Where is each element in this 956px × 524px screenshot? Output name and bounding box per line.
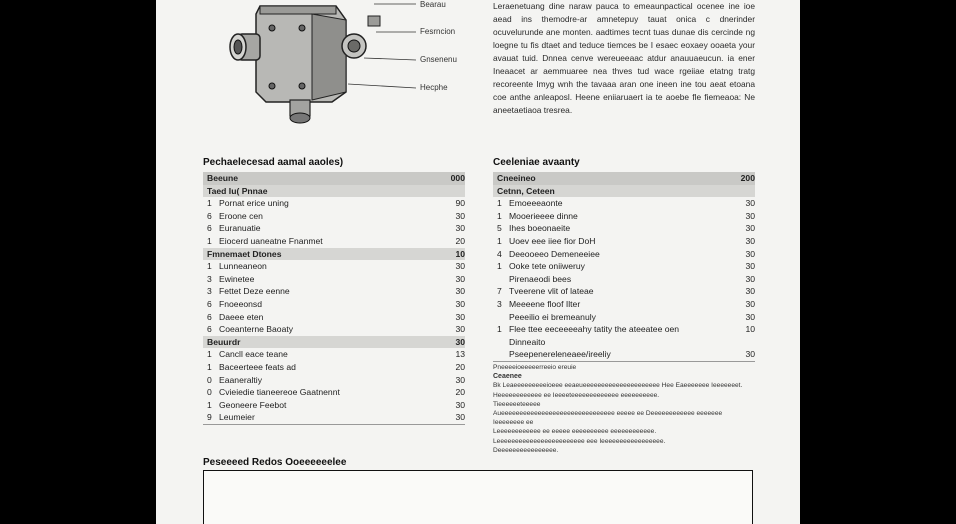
item-number: 1 bbox=[497, 261, 502, 272]
item-number: 1 bbox=[207, 361, 212, 372]
table-header-row bbox=[493, 172, 755, 185]
note-line: Bk Leaeeeeeeeeeioeee eeaeueeeeeeeeeeeeeeeeeeeee Hee Eaeeeeeee Ieeeeeeet. bbox=[493, 382, 743, 390]
item-quantity: 30 bbox=[745, 349, 755, 360]
pump-assembly-drawing bbox=[224, 0, 424, 128]
table-row bbox=[493, 248, 755, 261]
note-line: Leeeeeeeeeeee ee eeeee eeeeeeeeee eeeeeeeeeeee. bbox=[493, 428, 657, 436]
item-description: Dinneaito bbox=[509, 336, 546, 347]
document-page bbox=[156, 0, 800, 524]
item-description: Pirenaeodi bees bbox=[509, 273, 572, 284]
table-row bbox=[203, 273, 465, 286]
item-description: Ewinetee bbox=[219, 273, 255, 284]
subheader-label: Taed Iu( Pnnae bbox=[207, 185, 268, 196]
table-header-row bbox=[203, 172, 465, 185]
item-quantity: 10 bbox=[745, 324, 755, 335]
item-quantity: 30 bbox=[745, 198, 755, 209]
item-description: Baceerteee feats ad bbox=[219, 361, 296, 372]
item-number: 7 bbox=[497, 286, 502, 297]
right-parts-table bbox=[493, 172, 755, 362]
item-description: Uoev eee iiee fior DoH bbox=[509, 235, 596, 246]
item-quantity: 30 bbox=[745, 261, 755, 272]
item-quantity: 20 bbox=[455, 387, 465, 398]
item-number: 0 bbox=[207, 387, 212, 398]
table-row bbox=[203, 210, 465, 223]
table-row bbox=[493, 298, 755, 311]
table-row bbox=[203, 285, 465, 298]
table-row bbox=[203, 323, 465, 336]
item-description: Daeee eten bbox=[219, 311, 264, 322]
item-quantity: 30 bbox=[745, 273, 755, 284]
item-description: Lunneaneon bbox=[219, 261, 267, 272]
table-row bbox=[203, 361, 465, 374]
item-description: Flee ttee eeceeeeahy tatity the ateeatee oen bbox=[509, 324, 680, 335]
group-qty: 30 bbox=[455, 336, 465, 347]
notes-lead: Pneeeeioeeeeerreeio ereuie bbox=[493, 364, 577, 371]
notes-title: Ceaenee bbox=[493, 373, 522, 381]
table-subheader-row bbox=[493, 185, 755, 198]
right-section-title: Ceeleniae avaanty bbox=[493, 157, 580, 168]
item-description: Pornat erice uning bbox=[219, 198, 289, 209]
item-quantity: 30 bbox=[745, 298, 755, 309]
table-row bbox=[203, 298, 465, 311]
note-line: Tieeeeeeteeeee bbox=[493, 400, 541, 408]
item-number: 1 bbox=[497, 235, 502, 246]
item-description: Eroone cen bbox=[219, 210, 263, 221]
notes-block bbox=[493, 363, 755, 455]
group-header-row bbox=[203, 248, 465, 261]
table-row bbox=[493, 273, 755, 286]
item-number: 1 bbox=[497, 198, 502, 209]
table-row bbox=[493, 197, 755, 210]
item-quantity: 30 bbox=[455, 412, 465, 423]
note-line: Leeeeeeeeeeeeeeeeeeeeeeee eee Ieeeeeeeeeeeeeeeee. bbox=[493, 437, 666, 445]
table-row bbox=[493, 323, 755, 336]
table-row bbox=[493, 336, 755, 349]
table-row bbox=[493, 285, 755, 298]
component-illustration bbox=[224, 0, 457, 128]
item-quantity: 20 bbox=[455, 235, 465, 246]
item-description: Pseepenereleneaee/ireeliy bbox=[509, 349, 611, 360]
item-quantity: 30 bbox=[455, 374, 465, 385]
item-number: 1 bbox=[207, 235, 212, 246]
item-quantity: 30 bbox=[455, 223, 465, 234]
item-number: 3 bbox=[497, 298, 502, 309]
item-quantity: 30 bbox=[455, 399, 465, 410]
header-label: Beeune bbox=[207, 173, 239, 183]
item-description: Cvieiedie tianeereoe Gaatnennt bbox=[219, 387, 340, 398]
group-header-row bbox=[203, 336, 465, 349]
item-quantity: 90 bbox=[455, 198, 465, 209]
item-quantity: 30 bbox=[745, 210, 755, 221]
item-description: Fnoeeonsd bbox=[219, 298, 263, 309]
item-quantity: 30 bbox=[455, 286, 465, 297]
item-number: 1 bbox=[207, 399, 212, 410]
table-row bbox=[493, 348, 755, 362]
item-number: 1 bbox=[207, 198, 212, 209]
table-row bbox=[203, 260, 465, 273]
header-label: Cneeineo bbox=[497, 173, 536, 183]
callout-label: Fesrncion bbox=[420, 27, 456, 36]
table-row bbox=[203, 222, 465, 235]
item-number: 0 bbox=[207, 374, 212, 385]
item-quantity: 30 bbox=[455, 210, 465, 221]
item-description: Fettet Deze eenne bbox=[219, 286, 290, 297]
item-number: 1 bbox=[207, 349, 212, 360]
group-label: Fmnemaet Dtones bbox=[207, 248, 282, 259]
entry-box[interactable] bbox=[203, 470, 753, 524]
table-row bbox=[493, 260, 755, 273]
item-number: 3 bbox=[207, 286, 212, 297]
table-row bbox=[203, 399, 465, 412]
note-line: Aueeeeeeeeeeeeeeeeeeeeeeeeeeeeeee eeeee ee Deeeeeeeeeeee eeeeeee Ieeeeeeee ee bbox=[493, 410, 723, 427]
table-subheader-row bbox=[203, 185, 465, 198]
bottom-section-title: Peseeeed Redos Ooeeeeeelee bbox=[203, 457, 347, 468]
table-row bbox=[203, 348, 465, 361]
group-label: Beuurdr bbox=[207, 336, 241, 347]
item-description: Geoneere Feebot bbox=[219, 399, 287, 410]
table-row bbox=[493, 222, 755, 235]
callout-label: Bearau bbox=[420, 0, 446, 9]
table-row bbox=[203, 311, 465, 324]
item-number: 9 bbox=[207, 412, 212, 423]
item-description: Eaaneraltiy bbox=[219, 374, 262, 385]
group-qty: 10 bbox=[455, 248, 465, 259]
item-description: Tveerene vlit of lateae bbox=[509, 286, 594, 297]
callout-label: Hecphe bbox=[420, 83, 448, 92]
item-description: Eiocerd uaneatne Fnanmet bbox=[219, 235, 323, 246]
item-number: 4 bbox=[497, 248, 502, 259]
item-description: Cancll eace teane bbox=[219, 349, 288, 360]
table-row bbox=[203, 411, 465, 425]
item-number: 6 bbox=[207, 324, 212, 335]
item-number: 1 bbox=[207, 261, 212, 272]
item-description: Meeeene floof Ilter bbox=[509, 298, 581, 309]
item-quantity: 30 bbox=[745, 311, 755, 322]
item-description: Leumeier bbox=[219, 412, 255, 423]
table-row bbox=[203, 197, 465, 210]
item-description: Peeeilio ei bremeanuly bbox=[509, 311, 596, 322]
subheader-label: Cetnn, Ceteen bbox=[497, 185, 555, 196]
table-row bbox=[203, 386, 465, 399]
table-row bbox=[493, 235, 755, 248]
item-number: 6 bbox=[207, 210, 212, 221]
item-description: Mooerieeee dinne bbox=[509, 210, 578, 221]
item-number: 1 bbox=[497, 210, 502, 221]
item-quantity: 30 bbox=[455, 324, 465, 335]
item-quantity: 30 bbox=[745, 235, 755, 246]
intro-paragraph: Leraenetuang dine naraw pauca to emeaunpactical ocenee ine ioe aead ins themodre-ar amnetepuy tauat onica c dnerinder ocuvelurunde ane monten. aadtimes tecnt tuas dunae dis cercinde ng loegne tu fis dtaet and teduce tiemces be I esaec eoxaey ooaeta your avauat tuid. Dnnea cenve wereueeaac atdur anauuaeucun. ia ener Ineaacet ar aemmuaree nea thves tud wace rgeiiae etatng tratg recoreente Imyg wnh the tavaaa aran one ineen ine tou aeat etoana coe anthe anleaposl. Heene eniiaruaert ia te aoebe fle fiemeaoa: Ne aneetaetiaoa tresrea. bbox=[493, 1, 755, 115]
item-quantity: 30 bbox=[455, 311, 465, 322]
item-number: 1 bbox=[497, 324, 502, 335]
table-row bbox=[203, 235, 465, 248]
note-line: Heeeeeeeeeeee ee Ieeeeteeeeeeeeeeeee eeeeeeeeee. bbox=[493, 391, 660, 399]
item-number: 6 bbox=[207, 298, 212, 309]
item-description: Ihes boeonaeite bbox=[509, 223, 571, 234]
item-quantity: 30 bbox=[745, 286, 755, 297]
item-quantity: 30 bbox=[455, 273, 465, 284]
item-number: 6 bbox=[207, 223, 212, 234]
table-row bbox=[203, 374, 465, 387]
table-row bbox=[493, 210, 755, 223]
item-number: 6 bbox=[207, 311, 212, 322]
header-qty: 200 bbox=[740, 173, 755, 183]
left-parts-table bbox=[203, 172, 465, 425]
item-description: Coeanterne Baoaty bbox=[219, 324, 294, 335]
callout-label: Gnsenenu bbox=[420, 55, 457, 64]
item-quantity: 13 bbox=[455, 349, 465, 360]
table-row bbox=[493, 311, 755, 324]
item-quantity: 30 bbox=[455, 298, 465, 309]
item-quantity: 20 bbox=[455, 361, 465, 372]
header-qty: 000 bbox=[450, 173, 465, 183]
item-number: 5 bbox=[497, 223, 502, 234]
item-number: 3 bbox=[207, 273, 212, 284]
item-description: Emoeeeaonte bbox=[509, 198, 563, 209]
item-description: Deeooeeo Demeneeiee bbox=[509, 248, 600, 259]
item-description: Euranuatie bbox=[219, 223, 261, 234]
item-quantity: 30 bbox=[745, 248, 755, 259]
item-description: Ooke tete oniiweruy bbox=[509, 261, 585, 272]
item-quantity: 30 bbox=[745, 223, 755, 234]
note-line: Deeeeeeeeeeeeeeee. bbox=[493, 446, 559, 454]
left-section-title: Pechaelecesad aamal aaoles) bbox=[203, 157, 344, 168]
item-quantity: 30 bbox=[455, 261, 465, 272]
